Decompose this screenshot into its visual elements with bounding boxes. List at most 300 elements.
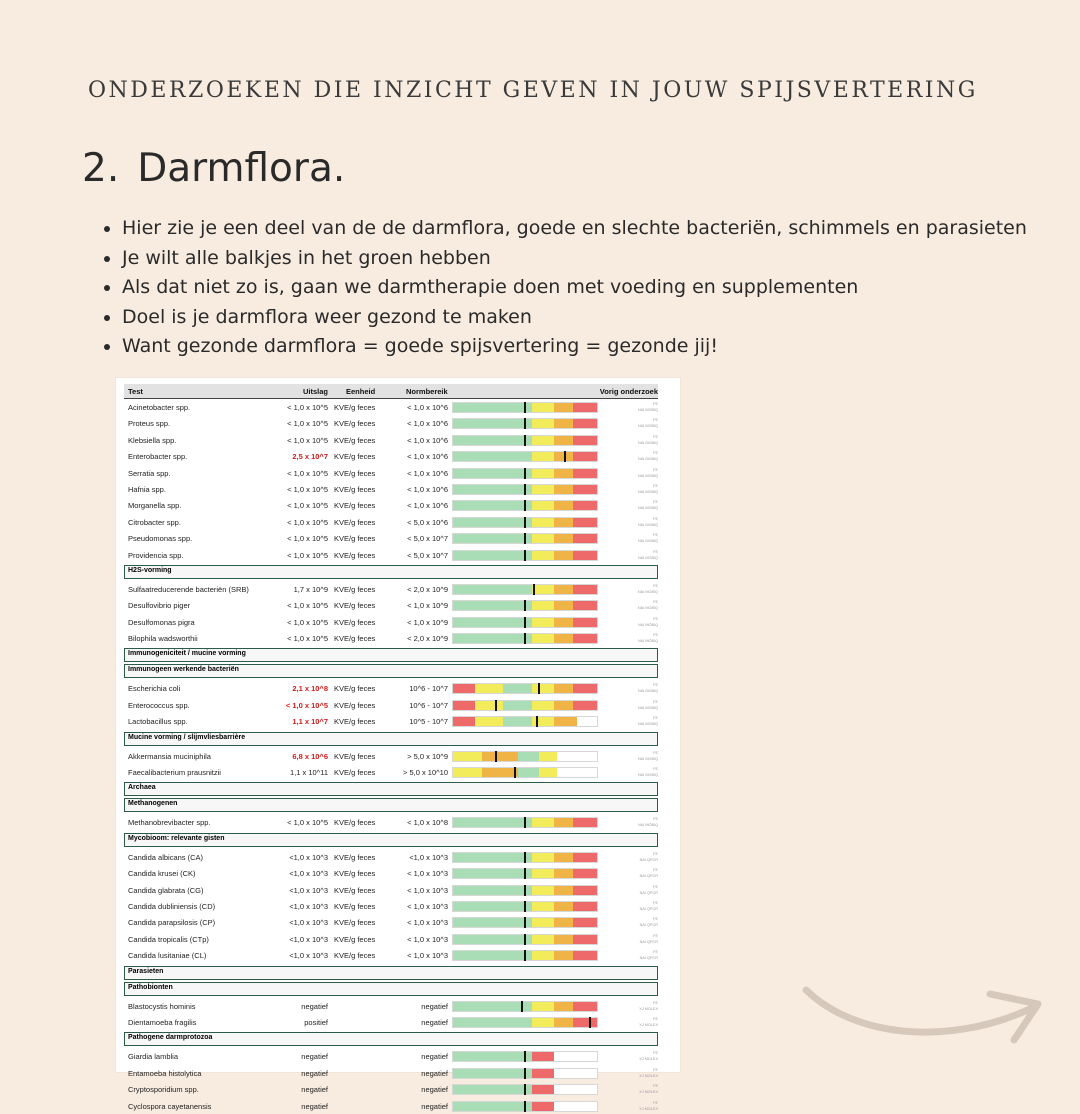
col-result: Uitslag [302,387,328,396]
section-title: Pathogene darmprotozoa [128,1034,213,1042]
method-note-line: NAI MOBIQ [637,473,658,478]
table-row [124,764,658,780]
range-bar-segment [453,1085,532,1094]
range-bar-segment [573,818,597,827]
test-name: Sulfaatreducerende bacteriën (SRB) [128,584,249,594]
table-row [124,748,658,764]
range-bar [452,484,598,495]
test-name: Acinetobacter spp. [128,403,191,412]
test-norm: > 5,0 x 10^9 [407,751,448,761]
method-note [638,699,658,711]
test-result: < 1,0 x 10^5 [287,419,328,429]
bullet-list [100,214,1027,362]
range-bar [452,852,598,863]
range-bar-segment [453,601,532,610]
test-result: <1,0 x 10^3 [289,918,328,928]
result-marker [524,402,526,413]
method-note [638,417,658,429]
title-number: 2. [82,146,120,191]
range-bar-segment [554,701,573,710]
range-bar-segment [532,1018,554,1027]
test-norm: < 1,0 x 10^3 [407,885,448,895]
table-row [124,415,658,431]
range-bar-segment [554,534,573,543]
test-unit: KVE/g feces [334,634,376,644]
method-note-line: NAI MOBIQ [637,539,658,544]
section-title: Immunogeniciteit / mucine vorming [128,650,246,658]
method-note-line: FE [653,483,658,488]
method-note-line: FE [653,418,658,423]
range-bar-segment [554,918,573,927]
section-title: Pathobionten [128,983,173,991]
method-note [640,933,658,945]
col-unit: Eenheid [346,387,376,396]
range-bar-segment [554,818,573,827]
test-result: <1,0 x 10^3 [289,885,328,895]
range-bar-segment [573,853,597,862]
range-bar-segment [554,452,573,461]
range-bar [452,633,598,644]
range-bar-segment [554,935,573,944]
test-norm: < 1,0 x 10^6 [407,419,448,429]
test-name: Lactobacillus spp. [128,717,188,727]
method-note [639,1050,658,1062]
range-bar-segment [532,1002,554,1011]
table-row [124,432,658,448]
range-bar-segment [554,951,573,960]
test-unit: KVE/g feces [334,934,376,944]
test-norm: < 2,0 x 10^9 [407,584,448,594]
method-note [638,401,658,413]
method-note-line: FE [653,616,658,621]
range-bar-segment [554,436,573,445]
test-name: Hafnia spp. [128,484,166,494]
range-bar-segment [518,768,540,777]
test-name: Entamoeba histolytica [128,1068,202,1078]
method-note [640,851,658,863]
test-name: Proteus spp. [128,419,171,429]
range-bar-segment [453,1069,532,1078]
test-name: Morganella spp. [128,501,182,511]
page-title [82,146,345,191]
range-bar-segment [453,485,532,494]
bullet-item: Je wilt alle balkjes in het groen hebben [100,244,1027,274]
result-marker [524,418,526,429]
range-bar-segment [532,684,554,693]
range-bar-segment [532,818,554,827]
test-norm: negatief [421,1068,448,1078]
result-marker [524,633,526,644]
table-row [124,998,658,1014]
range-bar-segment [453,436,532,445]
test-unit: KVE/g feces [334,484,376,494]
result-marker [524,1051,526,1062]
test-name: Candida krusei (CK) [128,869,196,879]
range-bar [452,751,598,762]
method-note-line: FE [653,500,658,505]
test-unit: KVE/g feces [334,684,376,694]
test-result: < 1,0 x 10^5 [287,601,328,611]
method-note-line: NAI MOBIQ [637,489,658,494]
method-note [639,1067,658,1079]
method-note [638,682,658,694]
range-bar-segment [453,1018,532,1027]
method-note [638,632,658,644]
range-bar-segment [573,601,597,610]
method-note-line: NAI MOBIQ [637,606,658,611]
range-bar-segment [532,886,554,895]
range-bar-segment [453,701,475,710]
section-header [124,782,658,796]
test-name: Candida albicans (CA) [128,852,204,862]
test-name: Serratia spp. [128,468,171,478]
range-bar-segment [518,752,540,761]
range-bar-segment [532,634,554,643]
method-note-line: FE [653,583,658,588]
section-title: Parasieten [128,967,164,975]
test-name: Desulfovibrio piger [128,601,191,611]
range-bar-segment [482,752,518,761]
range-bar-segment [475,701,504,710]
result-marker [524,1084,526,1095]
result-marker [536,716,538,727]
test-norm: < 1,0 x 10^3 [407,951,448,961]
result-marker [524,868,526,879]
method-note [638,532,658,544]
test-result: < 1,0 x 10^5 [287,435,328,445]
method-note-line: NAI QPCR [639,906,658,911]
method-note [640,867,658,879]
range-bar-segment [554,886,573,895]
method-note-line: NAI MOBIQ [637,756,658,761]
result-marker [524,934,526,945]
test-name: Pseudomonas spp. [128,534,193,544]
range-bar [452,885,598,896]
test-result: 1,1 x 10^11 [290,768,328,778]
table-row [124,497,658,513]
test-norm: < 1,0 x 10^3 [407,869,448,879]
range-bar [452,1084,598,1095]
test-name: Cryptosporidium spp. [128,1085,199,1095]
test-result: <1,0 x 10^3 [289,951,328,961]
method-note [638,499,658,511]
range-bar-segment [532,918,554,927]
method-note-line: NAI MOBIQ [637,722,658,727]
range-bar-segment [554,403,573,412]
test-unit: KVE/g feces [334,435,376,445]
section-title: Methanogenen [128,800,178,808]
test-unit: KVE/g feces [334,403,376,412]
test-name: Enterococcus spp. [128,700,190,710]
range-bar-segment [573,403,597,412]
section-title: H2S-vorming [128,566,172,574]
range-bar-segment [554,717,577,726]
method-note [640,884,658,896]
method-note-line: FE [653,1000,658,1005]
lab-report-image [116,378,680,1111]
method-note [638,549,658,561]
method-note-line: FE [653,434,658,439]
method-note [639,1016,658,1028]
range-bar-segment [554,1018,573,1027]
test-norm: < 2,0 x 10^9 [407,634,448,644]
method-note-line: NAI MOBIQ [637,408,658,412]
method-note-line: FE [653,600,658,605]
bullet-item: Doel is je darmflora weer gezond te maken [100,303,1027,333]
test-unit: KVE/g feces [334,601,376,611]
range-bar-segment [453,869,532,878]
test-norm: negatief [421,1052,448,1062]
method-note-line: NAI QPCR [639,939,658,944]
section-header [124,982,658,996]
range-bar-segment [573,485,597,494]
range-bar-segment [573,684,597,693]
table-row [124,814,658,830]
result-marker [524,885,526,896]
method-note [638,715,658,727]
test-norm: < 1,0 x 10^6 [407,435,448,445]
method-note-line: NAI MOBIQ [637,522,658,527]
range-bar-segment [532,701,554,710]
result-marker [533,584,535,595]
method-note [638,616,658,628]
range-bar-segment [573,469,597,478]
range-bar-segment [573,1002,597,1011]
test-norm: negatief [421,1101,448,1111]
range-bar-segment [532,585,554,594]
table-row [124,849,658,865]
range-bar-segment [532,601,554,610]
method-note-line: XJ MOLEX [639,1006,658,1011]
method-note-line: XJ MOLEX [639,1057,658,1062]
method-note [638,467,658,479]
range-bar-segment [532,534,554,543]
range-bar-segment [573,634,597,643]
test-result: < 1,0 x 10^5 [287,501,328,511]
test-name: Desulfomonas pigra [128,617,195,627]
method-note-line: NAI MOBIQ [637,689,658,694]
test-unit: KVE/g feces [334,869,376,879]
range-bar-segment [554,518,573,527]
method-note-line: FE [653,767,658,772]
range-bar-segment [453,403,532,412]
section-title: Archaea [128,784,156,792]
result-marker [524,517,526,528]
test-result: 2,1 x 10^8 [292,684,328,694]
method-note [639,1000,658,1012]
test-norm: < 5,0 x 10^7 [407,550,448,560]
range-bar-segment [573,701,597,710]
range-bar-segment [554,1002,573,1011]
result-marker [524,901,526,912]
range-bar-segment [453,518,532,527]
table-row [124,680,658,696]
result-marker [524,600,526,611]
range-bar-segment [532,501,554,510]
result-marker [589,1017,591,1028]
test-unit: KVE/g feces [334,885,376,895]
result-marker [524,817,526,828]
range-bar [452,435,598,446]
result-marker [524,950,526,961]
method-note-line: FE [653,750,658,755]
test-result: negatief [301,1068,328,1078]
method-note-line: NAI MOBIQ [637,639,658,644]
result-marker [524,533,526,544]
method-note [638,599,658,611]
range-bar-segment [532,1052,554,1061]
section-header [124,798,658,812]
test-norm: <1,0 x 10^3 [409,852,448,862]
range-bar-segment [554,469,573,478]
range-bar-segment [554,618,573,627]
table-row [124,713,658,729]
test-result: < 1,0 x 10^5 [287,403,328,412]
test-result: negatief [301,1085,328,1095]
method-note-line: NAI MOBIQ [637,457,658,462]
test-norm: < 1,0 x 10^6 [407,484,448,494]
test-unit: KVE/g feces [334,918,376,928]
next-arrow-icon [800,982,1050,1052]
result-marker [495,700,497,711]
range-bar-segment [453,768,482,777]
range-bar-segment [532,1069,554,1078]
test-unit: KVE/g feces [334,419,376,429]
section-title: Immunogeen werkende bacteriën [128,666,239,674]
method-note-line: FE [653,1100,658,1105]
method-note-line: FE [653,1051,658,1056]
range-bar-segment [453,634,532,643]
range-bar [452,683,598,694]
test-result: 1,7 x 10^9 [293,584,328,594]
range-bar-segment [573,918,597,927]
range-bar-segment [453,684,475,693]
test-unit: KVE/g feces [334,852,376,862]
test-name: Candida dubliniensis (CD) [128,901,216,911]
method-note-line: FE [653,917,658,922]
method-note-line: XJ MOLEX [639,1106,658,1111]
range-bar-segment [532,1085,554,1094]
table-row [124,1081,658,1097]
method-note-line: NAI QPCR [639,923,658,928]
range-bar [452,402,598,413]
method-note [640,900,658,912]
result-marker [524,917,526,928]
method-note [638,516,658,528]
method-note-line: NAI QPCR [639,956,658,961]
section-header [124,664,658,678]
test-norm: 10^5 - 10^7 [409,717,448,727]
range-bar-segment [532,951,554,960]
test-result: positief [304,1017,328,1027]
range-bar-segment [503,684,532,693]
method-note-line: NAI QPCR [639,890,658,895]
range-bar-segment [554,902,573,911]
result-marker [538,683,540,694]
test-norm: < 1,0 x 10^8 [407,818,448,828]
title-text: Darmflora. [137,146,346,191]
table-row [124,1065,658,1081]
range-bar [452,868,598,879]
test-norm: negatief [421,1017,448,1027]
test-norm: 10^6 - 10^7 [409,684,448,694]
section-title: Mycobioom: relevante gisten [128,834,225,842]
range-bar-segment [573,551,597,560]
method-note-line: NAI MOBIQ [637,823,658,828]
test-name: Enterobacter spp. [128,452,188,462]
test-unit: KVE/g feces [334,717,376,727]
section-header [124,565,658,579]
table-row [124,465,658,481]
method-note-line: FE [653,851,658,856]
method-note-line: FE [653,549,658,554]
test-result: < 1,0 x 10^5 [287,617,328,627]
result-marker [524,468,526,479]
test-name: Candida lusitaniae (CL) [128,951,207,961]
result-marker [524,500,526,511]
range-bar-segment [453,452,532,461]
range-bar [452,533,598,544]
bullet-item: Want gezonde darmflora = goede spijsvertering = gezonde jij! [100,332,1027,362]
range-bar-segment [573,419,597,428]
range-bar-segment [453,886,532,895]
range-bar-segment [453,818,532,827]
test-result: 1,1 x 10^7 [292,717,328,727]
method-note-line: FE [653,516,658,521]
range-bar-segment [532,419,554,428]
section-header [124,648,658,662]
method-note-line: FE [653,1084,658,1089]
range-bar-segment [532,518,554,527]
method-note-line: FE [653,900,658,905]
range-bar-segment [554,585,573,594]
test-result: <1,0 x 10^3 [289,852,328,862]
result-marker [524,1101,526,1112]
report-header-row [124,384,658,398]
table-row [124,898,658,914]
col-test: Test [128,387,143,396]
test-result: < 1,0 x 10^5 [287,484,328,494]
test-norm: < 1,0 x 10^6 [407,403,448,412]
method-note [638,750,658,762]
range-bar [452,1101,598,1112]
method-note-line: FE [653,1067,658,1072]
test-norm: < 5,0 x 10^6 [407,517,448,527]
method-note-line: FE [653,402,658,406]
method-note-line: FE [653,950,658,955]
table-row [124,547,658,563]
method-note-line: NAI MOBIQ [637,440,658,445]
method-note-line: FE [653,817,658,822]
range-bar-segment [573,935,597,944]
test-norm: < 5,0 x 10^7 [407,534,448,544]
test-result: negatief [301,1001,328,1011]
test-result: 2,5 x 10^7 [292,452,328,462]
test-name: Candida parapsilosis (CP) [128,918,216,928]
range-bar [452,584,598,595]
method-note-line: NAI MOBIQ [637,424,658,429]
test-norm: negatief [421,1085,448,1095]
test-norm: < 1,0 x 10^3 [407,918,448,928]
method-note-line: FE [653,884,658,889]
range-bar-segment [554,684,573,693]
test-unit: KVE/g feces [334,700,376,710]
test-unit: KVE/g feces [334,768,376,778]
section-header [124,833,658,847]
method-note-line: NAI MOBIQ [637,589,658,594]
range-bar [452,817,598,828]
test-result: <1,0 x 10^3 [289,869,328,879]
